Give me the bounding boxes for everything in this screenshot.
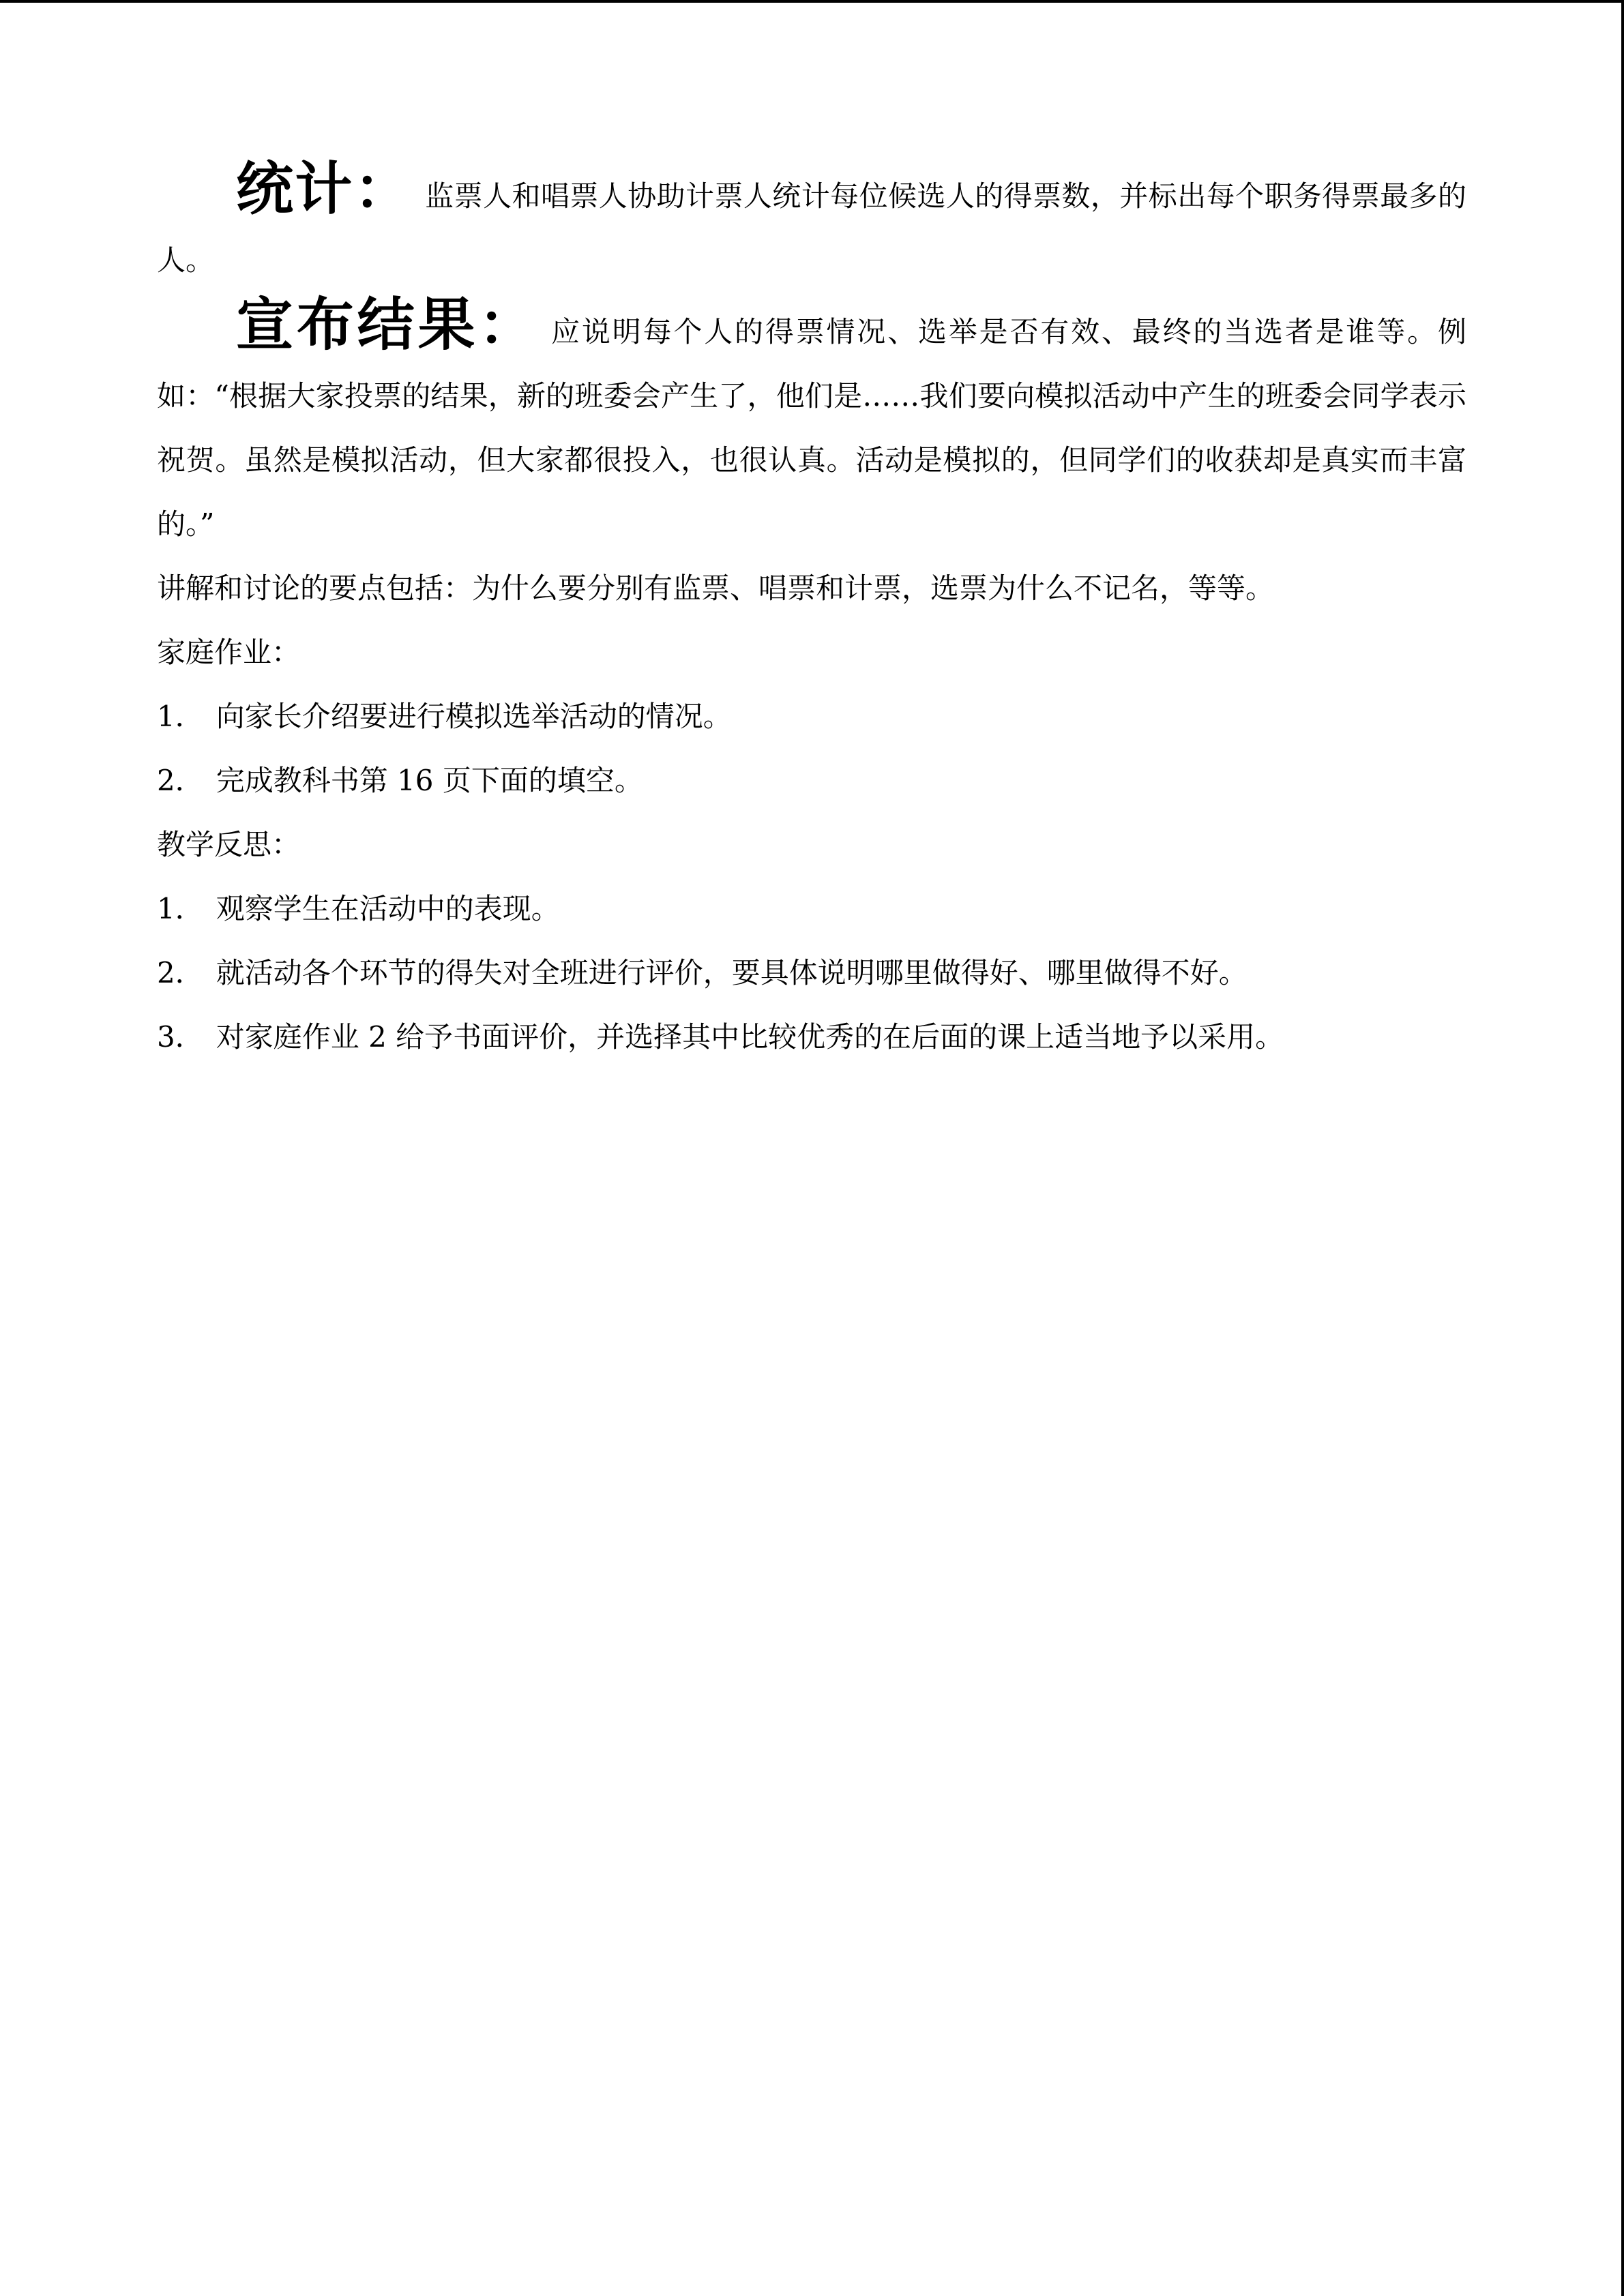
homework-title: 家庭作业：	[157, 636, 301, 669]
reflection-item-text: 观察学生在活动中的表现。	[216, 892, 560, 925]
tongji-label: 统计：	[236, 155, 413, 222]
xuanbu-text: 应说明每个人的得票情况、选举是否有效、最终的当选者是谁等。例如：“根据大家投票的结果，新的班委会产生了，他们是……我们要向模拟活动中产生的班委会同学表示祝贺。虽然是模拟活动，但大家都很投入，也很认真。活动是模拟的，但同学们的收获却是真实而丰富的。”	[157, 315, 1466, 541]
reflection-item	[157, 941, 1466, 1005]
homework-item	[157, 685, 1466, 749]
reflection-item-text: 就活动各个环节的得失对全班进行评价，要具体说明哪里做得好、哪里做得不好。	[216, 956, 1247, 989]
homework-item-number: 2．	[157, 764, 204, 797]
tongji-paragraph	[157, 157, 1466, 293]
xuanbu-paragraph	[157, 290, 1466, 556]
reflection-title: 教学反思：	[157, 828, 301, 861]
page-border-right	[1621, 0, 1624, 2296]
reflection-item-number: 1．	[157, 892, 204, 925]
reflection-item-number: 3．	[157, 1020, 204, 1054]
homework-item-number: 1．	[157, 700, 204, 733]
xuanbu-label: 宣布结果：	[236, 290, 540, 358]
homework-item-text: 完成教科书第 16 页下面的填空。	[216, 764, 643, 797]
reflection-item-text: 对家庭作业 2 给予书面评价，并选择其中比较优秀的在后面的课上适当地予以采用。	[216, 1020, 1284, 1054]
homework-item-text: 向家长介绍要进行模拟选举活动的情况。	[216, 700, 732, 733]
reflection-item-number: 2．	[157, 956, 204, 989]
tongji-text: 监票人和唱票人协助计票人统计每位候选人的得票数，并标出每个职务得票最多的人。	[157, 179, 1466, 277]
reflection-item	[157, 877, 1466, 941]
reflection-item	[157, 1005, 1466, 1069]
page-border-top	[0, 0, 1624, 3]
discussion-line: 讲解和讨论的要点包括：为什么要分别有监票、唱票和计票，选票为什么不记名，等等。	[157, 571, 1275, 605]
homework-item	[157, 749, 1466, 813]
document-body	[157, 157, 1466, 1069]
